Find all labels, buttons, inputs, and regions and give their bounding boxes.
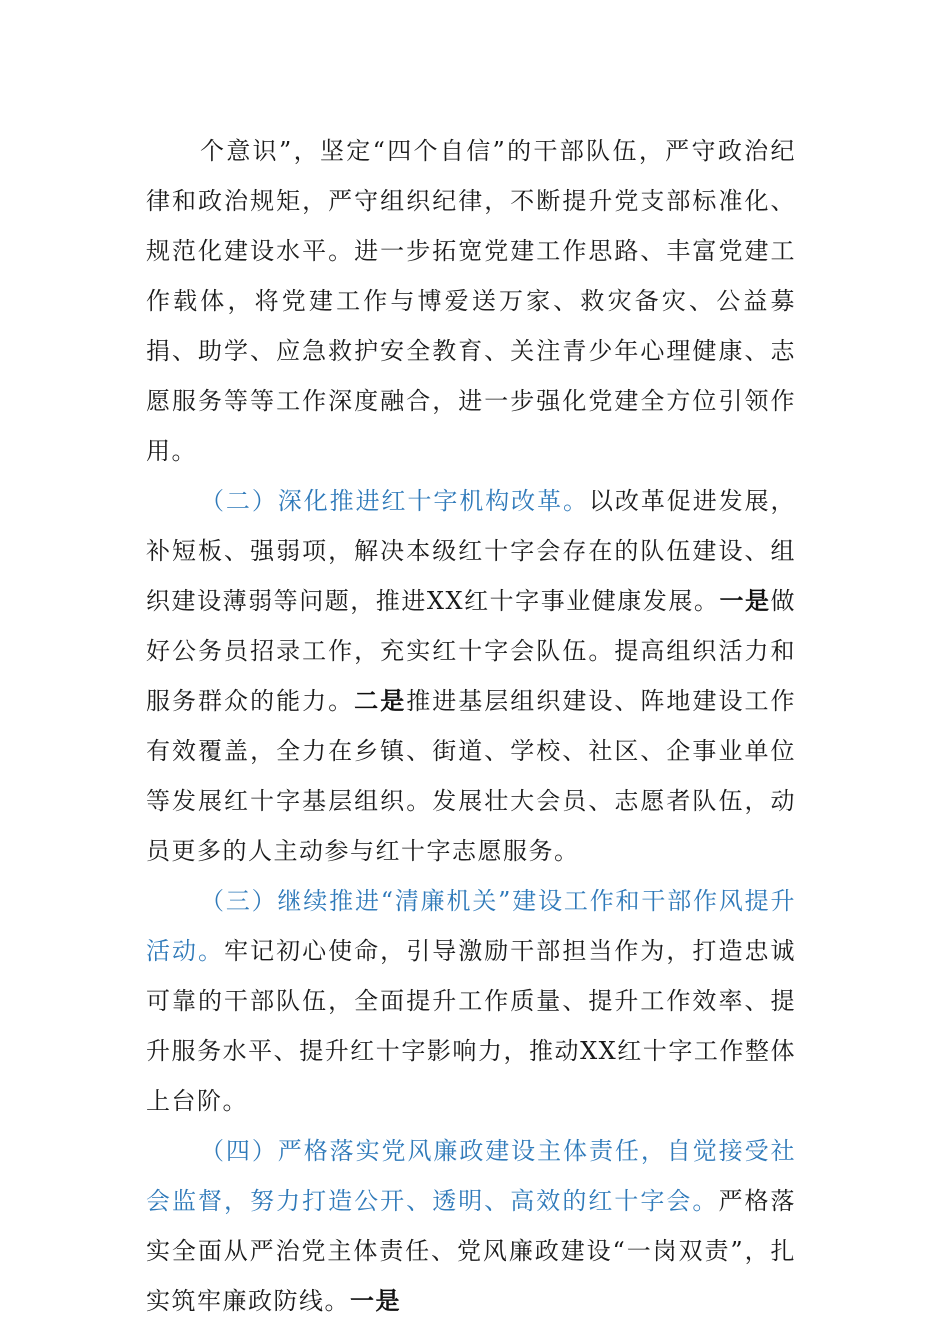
paragraph-1-text: 个意识”，坚定“四个自信”的干部队伍，严守政治纪律和政治规矩，严守组织纪律，不断提升党支部标准化、规范化建设水平。进一步拓宽党建工作思路、丰富党建工作载体，将党建工作与博爱送万家、救灾备灾、公益募捐、助学、应急救护安全教育、关注青少年心理健康、志愿服务等等工作深度融合，进一步强化党建全方位引领作用。: [146, 137, 796, 465]
document-body: [146, 126, 796, 1326]
paragraph-3-text: 牢记初心使命，引导激励干部担当作为，打造忠诚可靠的干部队伍，全面提升工作质量、提升工作效率、提升服务水平、提升红十字影响力，推动XX红十字工作整体上台阶。: [146, 937, 796, 1115]
item-marker-2: 二是: [354, 686, 407, 715]
paragraph-2-text-2: 做好公务员招录工作，充实红十字会队伍。提高组织活力和服务群众的能力。: [146, 587, 797, 715]
section-heading-4: （四）严格落实党风廉政建设主体责任，自觉接受社会监督，努力打造公开、透明、高效的红十字会。: [146, 1137, 796, 1215]
section-heading-3: （三）继续推进“清廉机关”建设工作和干部作风提升活动。: [146, 887, 796, 965]
paragraph-4-text: 严格落实全面从严治党主体责任、党风廉政建设“一岗双责”，扎实筑牢廉政防线。: [146, 1187, 797, 1315]
paragraph-4: [146, 1126, 796, 1326]
paragraph-2-text-1: 以改革促进发展，补短板、强弱项，解决本级红十字会存在的队伍建设、组织建设薄弱等问题，推进XX红十字事业健康发展。: [146, 487, 797, 615]
item-marker-1: 一是: [719, 586, 771, 615]
section-heading-2: （二）深化推进红十字机构改革。: [200, 487, 589, 515]
paragraph-1: [146, 126, 796, 476]
item-marker-1: 一是: [350, 1286, 401, 1315]
paragraph-2: [146, 476, 796, 876]
paragraph-3: [146, 876, 796, 1126]
paragraph-2-text-3: 推进基层组织建设、阵地建设工作有效覆盖，全力在乡镇、街道、学校、社区、企事业单位等发展红十字基层组织。发展壮大会员、志愿者队伍，动员更多的人主动参与红十字志愿服务。: [146, 687, 797, 865]
